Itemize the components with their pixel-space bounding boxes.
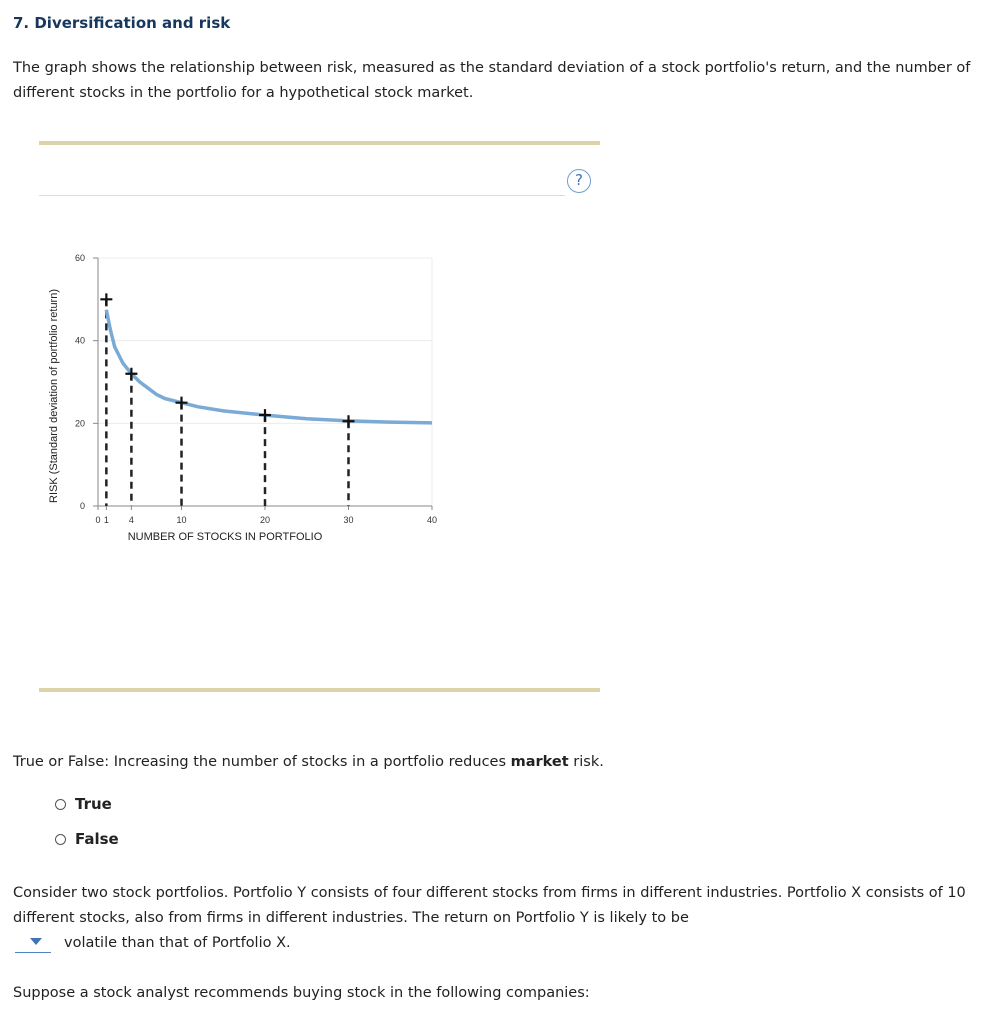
data-point-marker [100,293,112,305]
x-tick-label: 20 [259,515,271,525]
y-tick-label: 20 [74,418,85,429]
graph-bottom-bar [39,688,600,692]
y-tick-label: 40 [74,335,85,346]
tf-prompt-pre: True or False: Increasing the number of stocks in a portfolio reduces [13,754,511,770]
tf-prompt-bold: market [510,754,569,770]
y-tick-label: 0 [79,501,85,511]
data-point-marker [259,409,271,421]
portfolio-question: Consider two stock portfolios. Portfolio Y consists of four different stocks from firms in different industries. Portfolio X consists of 10 different stocks, also from firms in different industries. The return on Portfolio Y is likely to be [13,885,966,926]
x-tick-label: 4 [128,515,134,525]
tf-prompt-post: risk. [568,754,604,770]
option-true-label: True [75,795,112,813]
radio-true[interactable] [55,799,66,810]
true-false-prompt [13,750,604,775]
x-tick-label: 0 [95,515,101,525]
x-tick-label: 30 [343,515,354,525]
x-tick-label: 40 [426,515,438,525]
data-point-marker [176,397,188,409]
risk-curve [106,310,432,423]
x-axis-label: NUMBER OF STOCKS IN PORTFOLIO [127,531,323,543]
chevron-down-icon[interactable] [30,938,42,945]
y-tick-label: 60 [74,253,85,263]
question-intro: The graph shows the relationship between risk, measured as the standard deviation of a stock portfolio's return, and the number of different stocks in the portfolio for a hypothetical stock market. [13,60,971,101]
volatility-dropdown[interactable] [15,934,51,953]
option-true[interactable] [55,795,112,813]
analyst-text: Suppose a stock analyst recommends buying stock in the following companies: [13,985,590,1001]
radio-false[interactable] [55,834,66,845]
portfolio-question-end: volatile than that of Portfolio X. [64,935,291,951]
option-false-label: False [75,830,119,848]
data-point-marker [343,415,355,427]
option-false[interactable] [55,830,119,848]
graph-divider [39,195,565,196]
graph-top-bar [39,141,600,145]
y-axis-label: RISK (Standard deviation of portfolio return) [48,288,60,504]
help-icon[interactable]: ? [567,169,591,193]
risk-chart [40,240,460,560]
x-tick-label: 10 [176,515,187,525]
question-title: 7. Diversification and risk [13,14,231,32]
x-tick-label: 1 [103,515,109,525]
